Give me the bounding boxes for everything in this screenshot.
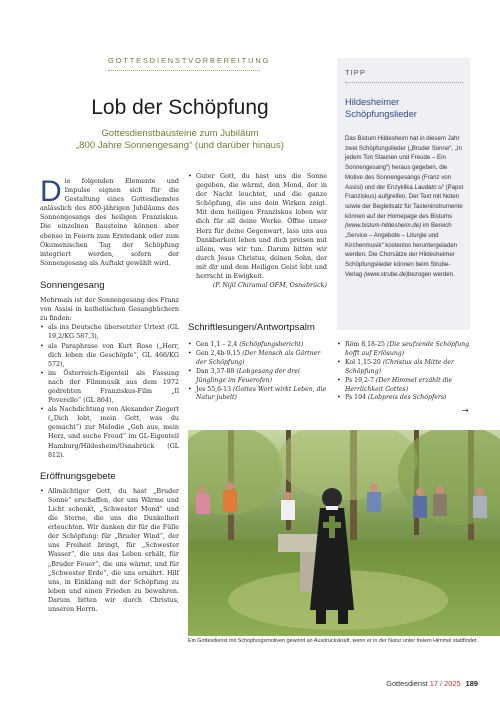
list-item bbox=[188, 386, 328, 404]
reading-desc: (Christus als Mitte der Schöpfung) bbox=[345, 358, 455, 375]
kicker-divider bbox=[108, 70, 260, 71]
page-footer bbox=[380, 679, 478, 688]
page-number: 189 bbox=[465, 679, 478, 688]
reading-ref: Gen 1,1 – 2,4 bbox=[196, 341, 240, 348]
reading-ref: Kol 1,15-20 bbox=[345, 358, 383, 366]
tip-link-strube[interactable]: (www.strube.de) bbox=[363, 270, 409, 278]
drop-cap: D bbox=[40, 175, 62, 208]
reading-desc: (Der Mensch als Gärtner der Schöpfung) bbox=[196, 349, 321, 366]
tip-title: Hildesheimer Schöpfungslieder bbox=[345, 97, 417, 119]
tip-text: im Bereich „Service – Angebote – Liturgie und Kirchenmusik“ kostenlos heruntergeladen werden. Die Chorsätze der Hildesheimer Schöpfungslieder können beim Strube-Verlag bbox=[345, 222, 458, 278]
reading-ref: Dan 3,57-88 bbox=[196, 367, 237, 375]
reading-desc: (Lobgesang der drei Jünglinge im Feuerofen) bbox=[196, 367, 301, 384]
reading-ref: Ps 19,2-7 bbox=[345, 376, 376, 384]
tip-text-laudato: Laudato si‘ bbox=[414, 183, 444, 191]
tip-label: TIPP bbox=[345, 68, 366, 77]
page-subtitle bbox=[30, 128, 330, 153]
sonnengesang-intro: Mehrmals ist der Sonnengesang des Franz von Assisi in katholischen Gesangbüchern zu finden: bbox=[40, 297, 179, 323]
tip-divider bbox=[345, 82, 463, 83]
list-item: • als Nachdichtung von Alexander Ziegert („Dich lobt, mein Gott, was du gemacht“) zur Melodie „Geh aus, mein Herz, und suche Freud“ im GL-Eigenteil Hamburg/Hildesheim/Osnabrück (GL 812). bbox=[40, 405, 179, 460]
reading-desc: (Gottes Wort wirkt Leben, die Natur jubelt) bbox=[196, 385, 327, 402]
tip-box bbox=[337, 58, 470, 330]
prayer-signature: (P. Nijil Chiramal OFM, Osnabrück) bbox=[212, 282, 327, 290]
section-heading-eroeffnungsgebete: Eröffnungsgebete bbox=[40, 470, 116, 482]
readings-left bbox=[188, 341, 328, 403]
continue-arrow-icon: → bbox=[462, 406, 469, 415]
list-item bbox=[337, 359, 471, 377]
tip-text: bezogen werden. bbox=[408, 270, 455, 278]
list-item bbox=[188, 350, 328, 368]
list-item bbox=[188, 368, 328, 386]
tip-text: Das Bistum Hildesheim hat in diesem Jahr zwei Schöpfungslieder („Bruder Sonne“, „In jedem Ton Staunen und Freude – Ein Sonnengesang“) heraus gegeben, die Motive des Sonnengesangs (Franz von Assisi) und der Enzyklika bbox=[345, 135, 462, 191]
list-item: • im Österreich-Eigenteil als Fassung nach der Filmmusik aus dem 1972 gedrehten Franziskus-Film „Il Poverello“ (GL 864), bbox=[40, 369, 179, 405]
reading-desc: (Die seufzende Schöpfung hofft auf Erlösung) bbox=[345, 341, 470, 357]
photo-caption: Ein Gottesdienst mit Schöpfungsmotiven gewinnt an Ausdruckskraft, wenn er in der Natur unter freiem Himmel stattfindet. bbox=[188, 638, 478, 644]
list-item bbox=[188, 341, 328, 350]
issue-number: 17 / 2025 bbox=[429, 679, 461, 688]
section-kicker: GOTTESDIENSTVORBEREITUNG bbox=[108, 56, 271, 65]
intro-text: ie folgenden Elemente und Impulse eignen sich für die Gestaltung eines Gottesdienstes anlässlich des 800-jährigen Jubiläums des Sonnengesangs des heiligen Franziskus. Die einzelnen Bausteine können aber ebenso in Feiern zum Erntedank oder zum Ökumenischen Tag der Schöpfung integriert werden, sofern der Sonnengesang als Auftakt gewählt wird. bbox=[40, 178, 179, 267]
intro-paragraph bbox=[40, 177, 179, 268]
reading-ref: Ps 104 bbox=[345, 394, 368, 402]
list-item: • als Paraphrase von Kurt Rose („Herr, dich loben die Geschöpfe“, GL 466/KG 572), bbox=[40, 342, 179, 369]
outdoor-service-photo bbox=[188, 430, 500, 636]
tip-body bbox=[345, 134, 465, 280]
list-item bbox=[337, 377, 471, 395]
subtitle-line-2: „800 Jahre Sonnengesang“ (und darüber hinaus) bbox=[75, 140, 284, 152]
section-heading-sonnengesang: Sonnengesang bbox=[40, 279, 105, 291]
reading-ref: Gen 2,4b-9.15 bbox=[196, 349, 243, 357]
reading-desc: (Lobpreis des Schöpfers) bbox=[367, 394, 447, 402]
page-title: Lob der Schöpfung bbox=[91, 96, 269, 119]
list-item: • als ins Deutsche übersetzter Urtext (GL 19,2/KG 587,3), bbox=[40, 323, 179, 341]
reading-ref: Röm 8,18-25 bbox=[345, 341, 387, 348]
list-item bbox=[337, 341, 471, 359]
tip-text: (Papst Franziskus) aufgreifen. Der Text mit Noten sowie der Begleitsatz für Tasteninstrumente können auf der Homepage des Bistums bbox=[345, 183, 464, 220]
opening-prayer-2: • Guter Gott, du hast uns die Sonne gegeben, die wärmt, den Mond, der in der Nacht leuchtet, und die ganze Schöpfung, die uns dein Wirken zeigt. Mit dem heiligen Franziskus loben wir dich für all deine Werke. Öffne unser Herz für deine Gegenwart, lass uns aus Dankbarkeit leben und dich preisen mit allem, was wir tun. Darum bitten wir durch Jesus Christus, deinen Sohn, der mit dir und dem Heiligen Geist lebt und herrscht in Ewigkeit. bbox=[188, 172, 327, 281]
list-item bbox=[337, 394, 471, 403]
reading-desc: (Schöpfungsbericht) bbox=[239, 341, 304, 348]
middle-column bbox=[188, 172, 327, 290]
magazine-name: Gottesdienst bbox=[386, 679, 428, 688]
left-column bbox=[40, 177, 179, 614]
opening-prayer-1: • Allmächtiger Gott, du hast „Bruder Sonne“ erschaffen, der uns Wärme und Licht schenkt, „Schwester Mond“ und die Sterne, die uns die Dunkelheit erleuchten. Wir danken dir für die Fülle der Schöpfung: für „Bruder Wind“, der uns Freiheit bringt, für „Schwester Wasser“, die uns das Leben erhält, für „Bruder Feuer“, die uns wärmt, und für „Schwester Erde“, die uns ernährt. Hilf uns, in Einklang mit der Schöpfung zu leben und einen Frieden zu bewahren. Darum bitten wir durch Christus, unseren Herrn. bbox=[40, 487, 179, 614]
section-heading-schriftlesungen: Schriftlesungen/Antwortpsalm bbox=[188, 322, 315, 333]
reading-ref: Jes 55,6-13 bbox=[196, 385, 233, 393]
tip-link-bistum[interactable]: (www.bistum-hildesheim.de) bbox=[345, 222, 422, 230]
subtitle-line-1: Gottesdienstbausteine zum Jubiläum bbox=[101, 128, 259, 139]
readings-right bbox=[337, 341, 471, 403]
reading-desc: (Der Himmel erzählt die Herrlichkeit Gottes) bbox=[345, 376, 453, 393]
